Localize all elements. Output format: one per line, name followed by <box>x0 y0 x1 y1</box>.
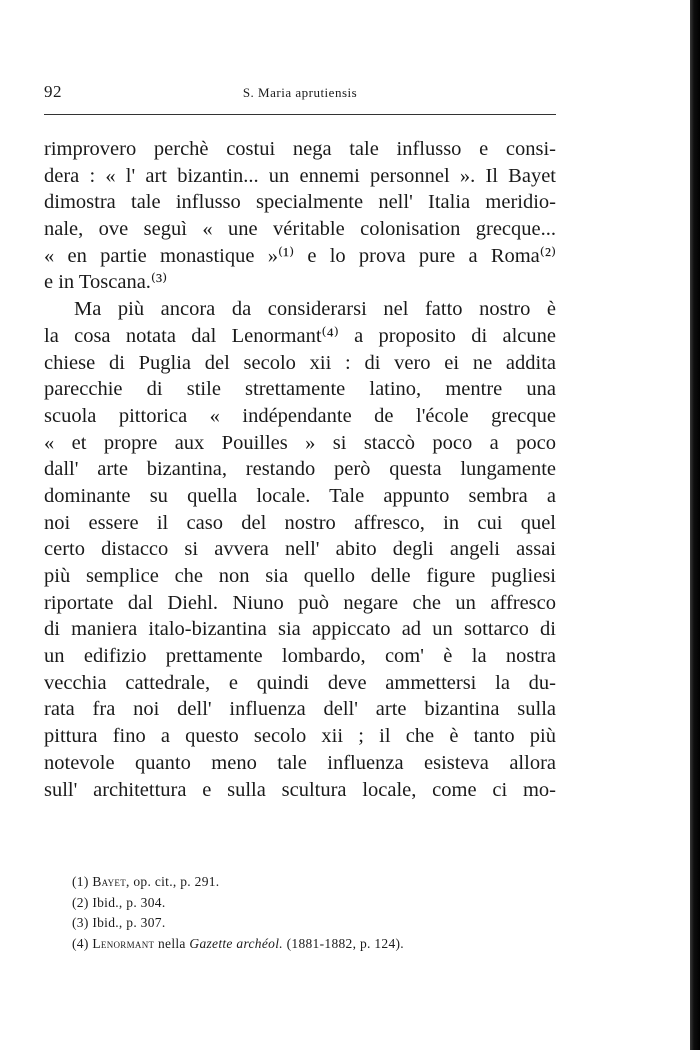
footnotes <box>72 872 552 954</box>
text-line: nale, ove seguì « une véritable colonisation grecque... <box>44 218 556 241</box>
page-header <box>44 82 556 108</box>
text-line: pittura fino a questo secolo xii ; il che è tanto più <box>44 725 556 748</box>
header-rule <box>44 114 556 115</box>
text-line: chiese di Puglia del secolo xii : di vero ei ne addita <box>44 351 556 374</box>
text-line: dera : « l' art bizantin... un ennemi personnel ». Il Bayet <box>44 164 556 187</box>
running-head: S. Maria aprutiensis <box>242 85 358 100</box>
text-line: vecchia cattedrale, e quindi deve ammettersi la du- <box>44 671 556 694</box>
footnote-journal-title: Gazette archéol. <box>189 935 283 951</box>
text-line: certo distacco si avvera nell' abito degli angeli assai <box>44 538 556 561</box>
page-number: 92 <box>44 82 62 101</box>
text-line: rimprovero perchè costui nega tale influsso e consi- <box>44 138 556 160</box>
footnote-author: Bayet <box>92 874 127 889</box>
text-line: e in Toscana.⁽³⁾ <box>44 271 168 294</box>
text-line: dominante su quella locale. Tale appunto sembra a <box>44 484 556 507</box>
footnote-number: (1) <box>72 874 89 889</box>
text-line: noi essere il caso del nostro affresco, in cui quel <box>44 511 556 534</box>
text-line: la cosa notata dal Lenormant⁽⁴⁾ a proposito di alcune <box>44 324 556 347</box>
footnote-4 <box>72 934 552 955</box>
footnote-number: (4) <box>72 935 89 951</box>
text-line: Ma più ancora da considerarsi nel fatto nostro è <box>74 298 556 321</box>
body-text <box>44 136 556 803</box>
text-line: un edifizio prettamente lombardo, com' è la nostra <box>44 645 556 668</box>
footnote-connector: nella <box>154 935 190 951</box>
text-line: di maniera italo-bizantina sia appiccato ad un sottarco di <box>44 618 556 641</box>
text-line: « et propre aux Pouilles » si staccò poco a poco <box>44 431 556 454</box>
text-line: parecchie di stile strettamente latino, mentre una <box>44 378 556 401</box>
text-line: rata fra noi dell' influenza dell' arte bizantina sulla <box>44 698 556 721</box>
footnote-2: (2) Ibid., p. 304. <box>72 894 166 910</box>
text-line: più semplice che non sia quello delle figure pugliesi <box>44 565 556 587</box>
footnote-author: Lenormant <box>92 935 155 951</box>
text-line: notevole quanto meno tale influenza esisteva allora <box>44 751 556 774</box>
text-line: riportate dal Diehl. Niuno può negare che un affresco <box>44 591 556 614</box>
footnote-reference: (1881-1882, p. 124). <box>282 935 404 951</box>
text-line: dimostra tale influsso specialmente nell' Italia meridio- <box>44 191 556 214</box>
text-line: scuola pittorica « indépendante de l'école grecque <box>44 404 556 427</box>
footnote-reference: , op. cit., p. 291. <box>126 874 220 889</box>
text-line: dall' arte bizantina, restando però questa lungamente <box>44 458 556 481</box>
binding-edge <box>690 0 700 1050</box>
text-line: sull' architettura e sulla scultura locale, come ci mo- <box>44 778 556 801</box>
footnote-1 <box>72 872 552 893</box>
text-line: « en partie monastique »⁽¹⁾ e lo prova pure a Roma⁽²⁾ <box>44 244 556 267</box>
footnote-3: (3) Ibid., p. 307. <box>72 915 166 930</box>
